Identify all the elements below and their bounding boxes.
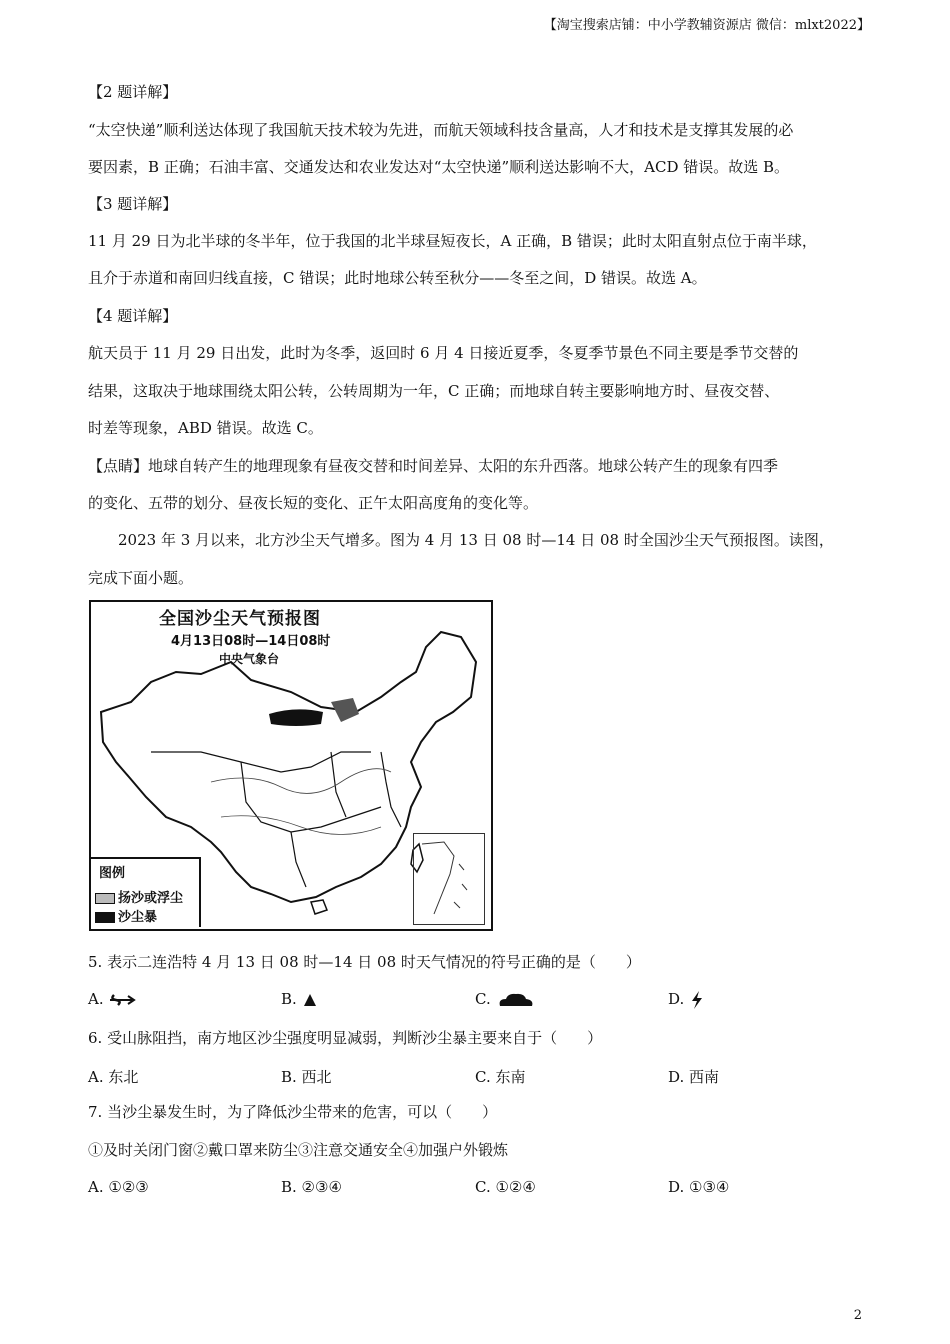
lightning-icon xyxy=(689,990,705,1010)
q5-option-c[interactable] xyxy=(475,990,536,1010)
q5-option-d-label: D. xyxy=(668,990,685,1008)
section-2-line-2: 要因素，B 正确；石油丰富、交通发达和农业发达对“太空快递”顺利送达影响不大，ACD 错误。故选 B。 xyxy=(88,158,790,176)
q5-option-b[interactable] xyxy=(281,990,318,1008)
q7-option-d[interactable]: D. ①③④ xyxy=(668,1178,730,1196)
south-china-sea-inset xyxy=(413,833,485,925)
map-subtitle: 4月13日08时—14日08时 xyxy=(171,634,331,649)
triangle-icon xyxy=(302,992,318,1008)
q5-option-a-label: A. xyxy=(88,990,104,1008)
question-7-items: ①及时关闭门窗②戴口罩来防尘③注意交通安全④加强户外锻炼 xyxy=(88,1141,509,1159)
note-line-2: 的变化、五带的划分、昼夜长短的变化、正午太阳高度角的变化等。 xyxy=(88,494,539,512)
section-3-line-1: 11 月 29 日为北半球的冬半年，位于我国的北半球昼短夜长，A 正确，B 错误；此时太阳直射点位于南半球， xyxy=(88,232,817,250)
section-3-line-2: 且介于赤道和南回归线直接，C 错误；此时地球公转至秋分——冬至之间，D 错误。故选 A。 xyxy=(88,269,707,287)
map-source: 中央气象台 xyxy=(219,652,280,666)
section-4-line-1: 航天员于 11 月 29 日出发，此时为冬季，返回时 6 月 4 日接近夏季，冬夏季节景色不同主要是季节交替的 xyxy=(88,344,799,362)
question-6-stem: 6. 受山脉阻挡，南方地区沙尘强度明显减弱，判断沙尘暴主要来自于（ ） xyxy=(88,1029,603,1047)
floating-dust-swatch-icon xyxy=(95,893,115,904)
map-title: 全国沙尘天气预报图 xyxy=(159,609,321,629)
section-3-title: 【3 题详解】 xyxy=(88,195,178,213)
section-4-title: 【4 题详解】 xyxy=(88,307,178,325)
dust-forecast-map xyxy=(89,600,493,931)
legend-item-sandstorm xyxy=(95,906,157,925)
q5-option-a[interactable] xyxy=(88,990,138,1010)
q6-option-c[interactable]: C. 东南 xyxy=(475,1068,526,1086)
intro-line-2: 完成下面小题。 xyxy=(88,569,194,587)
question-7-stem: 7. 当沙尘暴发生时，为了降低沙尘带来的危害，可以（ ） xyxy=(88,1103,498,1121)
sandstorm-symbol-icon xyxy=(108,990,138,1010)
legend-title: 图例 xyxy=(99,866,126,881)
section-4-line-2: 结果，这取决于地球围绕太阳公转，公转周期为一年，C 正确；而地球自转主要影响地方时、昼夜交替、 xyxy=(88,382,780,400)
q5-option-b-label: B. xyxy=(281,990,297,1008)
intro-line-1: 2023 年 3 月以来，北方沙尘天气增多。图为 4 月 13 日 08 时—14 日 08 时全国沙尘天气预报图。读图， xyxy=(118,531,834,549)
note-line-1: 【点睛】地球自转产生的地理现象有昼夜交替和时间差异、太阳的东升西落。地球公转产生的现象有四季 xyxy=(88,457,779,475)
q7-option-b[interactable]: B. ②③④ xyxy=(281,1178,342,1196)
sandstorm-swatch-icon xyxy=(95,912,115,923)
legend-item-floating-dust xyxy=(95,887,183,906)
q7-option-c[interactable]: C. ①②④ xyxy=(475,1178,536,1196)
q6-option-a[interactable]: A. 东北 xyxy=(88,1068,139,1086)
section-4-line-3: 时差等现象，ABD 错误。故选 C。 xyxy=(88,419,323,437)
legend-label-sandstorm: 沙尘暴 xyxy=(118,910,158,925)
q7-option-a[interactable]: A. ①②③ xyxy=(88,1178,149,1196)
map-legend xyxy=(91,857,201,927)
page-number: 2 xyxy=(853,1308,862,1323)
inset-outline xyxy=(414,834,484,924)
section-2-title: 【2 题详解】 xyxy=(88,83,178,101)
legend-label-floating-dust: 扬沙或浮尘 xyxy=(118,891,184,906)
dark-cloud-icon xyxy=(496,990,536,1010)
q5-option-c-label: C. xyxy=(475,990,491,1008)
question-5-stem: 5. 表示二连浩特 4 月 13 日 08 时—14 日 08 时天气情况的符号正确的是（ ） xyxy=(88,953,641,971)
q5-option-d[interactable] xyxy=(668,990,705,1010)
section-2-line-1: “太空快递”顺利送达体现了我国航天技术较为先进，而航天领域科技含量高，人才和技术是支撑其发展的必 xyxy=(88,121,794,139)
q6-option-d[interactable]: D. 西南 xyxy=(668,1068,720,1086)
q6-option-b[interactable]: B. 西北 xyxy=(281,1068,332,1086)
page-header: 【淘宝搜索店铺：中小学教辅资源店 微信：mlxt2022】 xyxy=(543,18,870,33)
